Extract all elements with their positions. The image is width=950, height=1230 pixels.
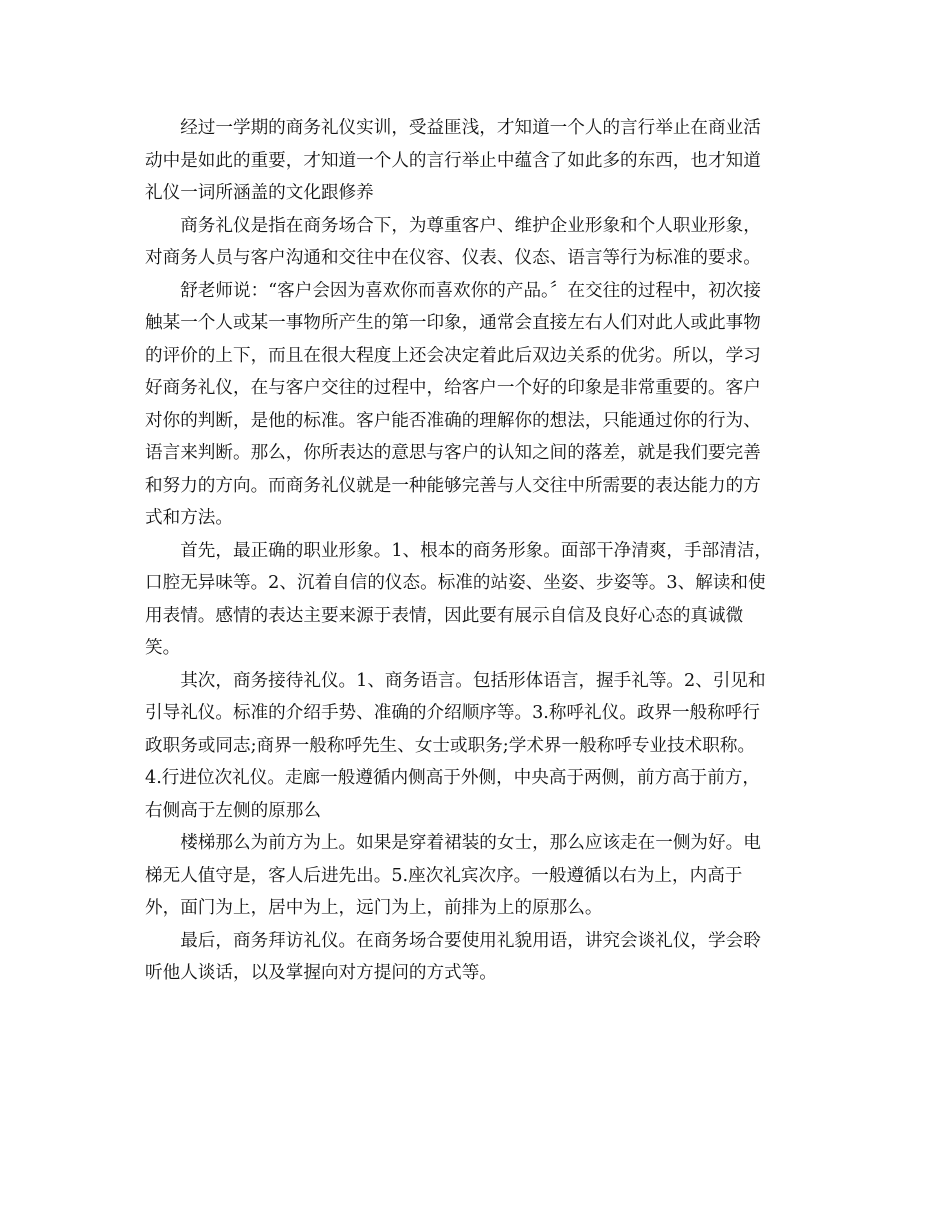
text-line: 礼仪一词所涵盖的文化跟修养 [145, 183, 374, 203]
text-line: 对商务人员与客户沟通和交往中在仪容、仪表、仪态、语言等行为标准的要求。 [145, 248, 761, 268]
paragraph-5 [145, 665, 810, 828]
text-line: 听他人谈话，以及掌握向对方提问的方式等。 [145, 963, 497, 983]
paragraph-1 [145, 112, 810, 210]
paragraph-3 [145, 275, 810, 535]
text-line: 其次，商务接待礼仪。1、商务语言。包括形体语言，握手礼等。2、引见和 [180, 670, 766, 691]
text-line: 首先，最正确的职业形象。1、根本的商务形象。面部干净清爽，手部清洁， [180, 540, 772, 561]
document-body [145, 112, 810, 990]
text-line: 舒老师说：“客户会因为喜欢你而喜欢你的产品。〞在交往的过程中，初次接 [180, 280, 761, 301]
text-line: 的评价的上下，而且在很大程度上还会决定着此后双边关系的优劣。所以，学习 [145, 345, 761, 366]
paragraph-6 [145, 827, 810, 925]
paragraph-4 [145, 535, 810, 665]
text-line: 引导礼仪。标准的介绍手势、准确的介绍顺序等。3.称呼礼仪。政界一般称呼行 [145, 703, 760, 723]
text-line: 式和方法。 [145, 508, 233, 528]
paragraph-7 [145, 925, 810, 990]
text-line: 外，面门为上，居中为上，远门为上，前排为上的原那么。 [145, 898, 603, 918]
text-line: 笑。 [145, 638, 181, 658]
text-line: 最后，商务拜访礼仪。在商务场合要使用礼貌用语，讲究会谈礼仪，学会聆 [180, 930, 761, 951]
text-line: 政职务或同志;商界一般称呼先生、女士或职务;学术界一般称呼专业技术职称。 [145, 735, 756, 756]
text-line: 口腔无异味等。2、沉着自信的仪态。标准的站姿、坐姿、步姿等。3、解读和使 [145, 573, 766, 593]
text-line: 梯无人值守是，客人后进先出。5.座次礼宾次序。一般遵循以右为上，内高于 [145, 865, 743, 886]
text-line: 和努力的方向。而商务礼仪就是一种能够完善与人交往中所需要的表达能力的方 [145, 475, 761, 496]
text-line: 用表情。感情的表达主要来源于表情，因此要有展示自信及良好心态的真诚微 [145, 605, 744, 626]
text-line: 4.行进位次礼仪。走廊一般遵循内侧高于外侧，中央高于两侧，前方高于前方， [145, 768, 760, 788]
text-line: 商务礼仪是指在商务场合下，为尊重客户、维护企业形象和个人职业形象， [180, 215, 761, 236]
text-line: 右侧高于左侧的原那么 [145, 800, 321, 821]
text-line: 经过一学期的商务礼仪实训，受益匪浅，才知道一个人的言行举止在商业活 [180, 118, 761, 138]
text-line: 语言来判断。那么，你所表达的意思与客户的认知之间的落差，就是我们要完善 [145, 443, 761, 463]
text-line: 楼梯那么为前方为上。如果是穿着裙装的女士，那么应该走在一侧为好。电 [180, 833, 761, 853]
text-line: 动中是如此的重要，才知道一个人的言行举止中蕴含了如此多的东西，也才知道 [145, 150, 761, 171]
paragraph-2 [145, 210, 810, 275]
text-line: 触某一个人或某一事物所产生的第一印象，通常会直接左右人们对此人或此事物 [145, 313, 761, 333]
text-line: 对你的判断，是他的标准。客户能否准确的理解你的想法，只能通过你的行为、 [145, 410, 761, 431]
text-line: 好商务礼仪，在与客户交往的过程中，给客户一个好的印象是非常重要的。客户 [145, 378, 761, 398]
